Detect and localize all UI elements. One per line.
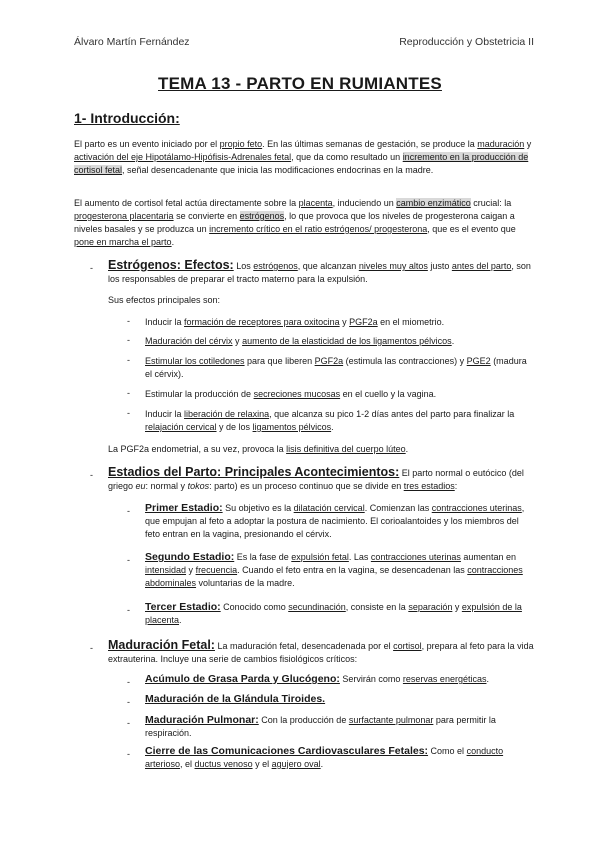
underlined-term: PGE2 (466, 356, 491, 366)
maduracion-item-2-heading: Maduración de la Glándula Tiroides. (145, 693, 326, 705)
underlined-term: agujero oval (271, 759, 321, 769)
underlined-term: reservas energéticas (402, 674, 487, 684)
highlighted-term: incremento en la producción de cortisol fetal (74, 152, 529, 175)
header-subject: Reproducción y Obstetricia II (399, 36, 534, 48)
maduracion-item-1-text: Servirán como reservas energéticas. (339, 674, 489, 684)
underlined-term: lisis definitiva del cuerpo lúteo (286, 444, 406, 454)
estadio-3-heading: Tercer Estadio: (145, 601, 221, 613)
maduracion-item-4-text: Como el conducto arterioso, el ductus venoso y el agujero oval. (145, 746, 504, 769)
estrogenos-effect-1: Inducir la formación de receptores para oxitocina y PGF2a en el miometrio. (145, 317, 445, 327)
underlined-term: Estimular los cotiledones (145, 356, 245, 366)
underlined-term: PGF2a (314, 356, 344, 366)
underlined-term: contracciones uterinas (370, 552, 461, 562)
underlined-term: niveles muy altos (358, 261, 428, 271)
underlined-term: placenta (298, 198, 333, 208)
bullet-dash: - (127, 555, 130, 565)
maduracion-item-1-heading: Acúmulo de Grasa Parda y Glucógeno: (145, 673, 340, 685)
estrogenos-effect-2: Maduración del cérvix y aumento de la elasticidad de los ligamentos pélvicos. (145, 336, 455, 346)
maduracion-item-2 (145, 693, 536, 706)
maduracion-block (108, 639, 536, 666)
underlined-term: intensidad (145, 565, 187, 575)
maduracion-item-3-text: Con la producción de surfactante pulmonar para permitir la respiración. (145, 715, 496, 738)
estadios-heading: Estadios del Parto: Principales Acontecimientos: (108, 465, 400, 479)
bullet-dash: - (127, 677, 130, 687)
underlined-term: ductus venoso (194, 759, 253, 769)
bullet-dash: - (127, 718, 130, 728)
underlined-term: expulsión de la placenta (145, 602, 522, 625)
bullet-dash: - (90, 470, 93, 480)
underlined-term: incremento crítico en el ratio estrógenos/ progesterona (209, 224, 428, 234)
bullet-dash: - (127, 316, 130, 326)
estrogenos-effect-5: Inducir la liberación de relaxina, que alcanza su pico 1-2 días antes del parto para finalizar la relajación cervical y de los ligamentos pélvicos. (145, 409, 515, 432)
italic-term: eu (135, 481, 146, 491)
underlined-term: expulsión fetal (291, 552, 349, 562)
underlined-term: conducto arterioso (145, 746, 504, 769)
underlined-term: propio feto (219, 139, 263, 149)
estadio-1 (145, 502, 536, 541)
estrogenos-heading: Estrógenos: Efectos: (108, 258, 234, 272)
estadio-3 (145, 601, 536, 627)
bullet-dash: - (127, 605, 130, 615)
estadios-block (108, 466, 536, 493)
estadio-2-heading: Segundo Estadio: (145, 551, 235, 563)
maduracion-item-3-heading: Maduración Pulmonar: (145, 714, 259, 726)
underlined-term: separación (408, 602, 453, 612)
bullet-dash: - (127, 697, 130, 707)
maduracion-text: La maduración fetal, desencadenada por el cortisol, prepara al feto para la vida extrauterina. Incluye una serie de cambios fisiológicos críticos: (108, 641, 534, 664)
underlined-term: tres estadios (403, 481, 455, 491)
underlined-term: pone en marcha el parto (74, 237, 172, 247)
bullet-dash: - (127, 506, 130, 516)
estadios-text: El parto normal o eutócico (del griego eu: normal y tokos: parto) es un proceso continuo que se divide en tres estadios: (108, 468, 524, 491)
underlined-term: contracciones uterinas (431, 503, 522, 513)
highlighted-term: estrógenos (239, 211, 285, 221)
maduracion-item-4 (145, 745, 536, 771)
italic-term: tokos (187, 481, 210, 491)
bullet-dash: - (90, 263, 93, 273)
section-heading-intro: 1- Introducción: (74, 110, 180, 126)
underlined-term: secreciones mucosas (253, 389, 341, 399)
bullet-dash: - (90, 643, 93, 653)
maduracion-item-1 (145, 673, 536, 686)
underlined-term: relajación cervical (145, 422, 217, 432)
bullet-dash: - (127, 749, 130, 759)
header-author: Álvaro Martín Fernández (74, 36, 190, 48)
maduracion-heading: Maduración Fetal: (108, 638, 215, 652)
maduracion-item-4-heading: Cierre de las Comunicaciones Cardiovasculares Fetales: (145, 745, 429, 757)
underlined-term: ligamentos pélvicos (252, 422, 332, 432)
estadio-2 (145, 551, 536, 590)
estrogenos-effect-4: Estimular la producción de secreciones mucosas en el cuello y la vagina. (145, 389, 437, 399)
underlined-term: formación de receptores para oxitocina (184, 317, 340, 327)
estadio-3-text: Conocido como secundinación, consiste en la separación y expulsión de la placenta. (145, 602, 522, 625)
underlined-term: liberación de relaxina (184, 409, 270, 419)
underlined-term: activación del eje Hipotálamo-Hipófisis-Adrenales fetal (74, 152, 292, 162)
maduracion-item-3 (145, 714, 536, 740)
estrogenos-text: Los estrógenos, que alcanzan niveles muy altos justo antes del parto, son los responsables de preparar el tracto materno para la expulsión. (108, 261, 531, 284)
bullet-dash: - (127, 355, 130, 365)
bullet-dash: - (127, 408, 130, 418)
bullet-dash: - (127, 335, 130, 345)
underlined-term: Maduración del cérvix (145, 336, 233, 346)
estrogenos-block (108, 259, 536, 286)
page-title: TEMA 13 - PARTO EN RUMIANTES (158, 74, 442, 93)
underlined-term: maduración (477, 139, 525, 149)
underlined-term: secundinación (288, 602, 346, 612)
underlined-term: dilatación cervical (293, 503, 365, 513)
estadio-2-text: Es la fase de expulsión fetal. Las contracciones uterinas aumentan en intensidad y frecuencia. Cuando el feto entra en la vagina, se desencadenan las contracciones abdominales voluntarias de la madre. (145, 552, 523, 588)
estrogenos-intro: Sus efectos principales son: (108, 295, 221, 305)
underlined-term: contracciones abdominales (145, 565, 523, 588)
underlined-term: surfactante pulmonar (348, 715, 434, 725)
intro-paragraph-2: El aumento de cortisol fetal actúa directamente sobre la placenta, induciendo un cambio enzimático crucial: la progesterona placentaria se convierte en estrógenos, lo que provoca que los niveles de progesterona caigan a niveles basales y se produzca un incremento crítico en el ratio estrógenos/ progesterona, que es el evento que pone en marcha el parto. (74, 198, 516, 247)
estadio-1-text: Su objetivo es la dilatación cervical. Comienzan las contracciones uterinas, que empujan al feto a adoptar la postura de nacimiento. El corioalantoides y los miembros del feto entran en la vagina, presionando el cérvix. (145, 503, 525, 539)
underlined-term: cortisol (393, 641, 422, 651)
underlined-term: estrógenos (253, 261, 298, 271)
estrogenos-effect-3: Estimular los cotiledones para que liberen PGF2a (estimula las contracciones) y PGE2 (madura el cérvix). (145, 356, 527, 379)
bullet-dash: - (127, 388, 130, 398)
underlined-term: aumento de la elasticidad de los ligamentos pélvicos (242, 336, 452, 346)
underlined-term: PGF2a (349, 317, 378, 327)
underlined-term: frecuencia (195, 565, 238, 575)
estadio-1-heading: Primer Estadio: (145, 502, 223, 514)
intro-paragraph-1: El parto es un evento iniciado por el propio feto. En las últimas semanas de gestación, se produce la maduración y activación del eje Hipotálamo-Hipófisis-Adrenales fetal, que da como resultado un incremento en la producción de cortisol fetal, señal desencadenante que inicia las modificaciones endocrinas en la madre. (74, 139, 532, 175)
underlined-term: antes del parto (451, 261, 512, 271)
underlined-term: progesterona placentaria (74, 211, 174, 221)
estrogenos-outro: La PGF2a endometrial, a su vez, provoca la lisis definitiva del cuerpo lúteo. (108, 444, 409, 454)
highlighted-term: cambio enzimático (396, 198, 471, 208)
